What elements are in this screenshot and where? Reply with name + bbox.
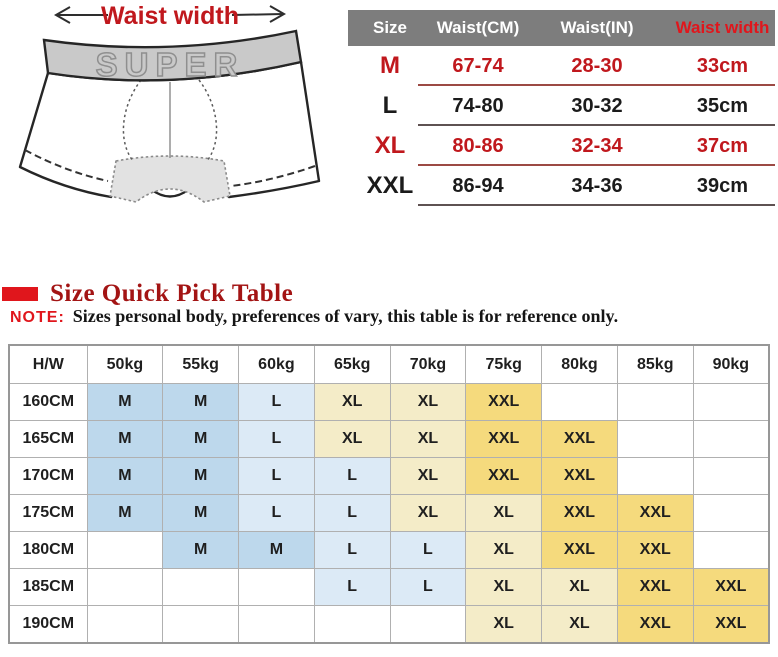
waist-in-cell: 28-30 [571, 54, 623, 77]
qp-table-row [9, 458, 769, 495]
size-cell: M [380, 52, 400, 79]
qp-col-header: 50kg [87, 345, 163, 384]
qp-size-cell [87, 569, 163, 606]
size-cell: L [382, 92, 398, 119]
qp-size-cell [617, 421, 693, 458]
qp-size-cell: XL [390, 458, 466, 495]
qp-size-cell: XL [542, 606, 618, 644]
qp-table-row [9, 532, 769, 569]
qp-row-header: 170CM [9, 458, 87, 495]
qp-size-cell: XL [314, 421, 390, 458]
qp-col-header: 65kg [314, 345, 390, 384]
qp-size-cell [693, 421, 769, 458]
qp-row-header: 190CM [9, 606, 87, 644]
size-table-body [348, 46, 775, 206]
qp-size-cell: M [163, 495, 239, 532]
qp-size-cell: M [163, 458, 239, 495]
qp-size-cell [239, 569, 315, 606]
qp-size-cell [390, 606, 466, 644]
qp-size-cell: M [163, 421, 239, 458]
qp-size-cell: L [390, 532, 466, 569]
size-cell: XXL [366, 172, 414, 199]
qp-size-cell: L [314, 532, 390, 569]
qp-size-cell: XXL [693, 569, 769, 606]
brand-label: SUPER [95, 46, 245, 83]
qp-row-header: 165CM [9, 421, 87, 458]
quick-pick-title: Size Quick Pick Table [50, 280, 294, 307]
size-col-header: Waist width [675, 18, 770, 37]
qp-size-cell: XXL [693, 606, 769, 644]
qp-row-header: 180CM [9, 532, 87, 569]
qp-size-cell: M [163, 532, 239, 569]
qp-col-header: 75kg [466, 345, 542, 384]
qp-size-cell: L [239, 458, 315, 495]
qp-size-cell: M [87, 458, 163, 495]
qp-row-header: 185CM [9, 569, 87, 606]
qp-size-cell: M [239, 532, 315, 569]
size-col-header: Waist(IN) [560, 18, 634, 37]
qp-col-header: 90kg [693, 345, 769, 384]
waist-width-cell: 35cm [696, 94, 749, 117]
qp-col-header: 60kg [239, 345, 315, 384]
qp-size-cell: M [87, 495, 163, 532]
qp-size-cell: L [314, 495, 390, 532]
size-table-row [348, 166, 775, 206]
qp-col-header: 70kg [390, 345, 466, 384]
qp-size-cell: XL [542, 569, 618, 606]
waist-width-arrow [56, 2, 284, 30]
row-underline [418, 204, 775, 206]
waist-cm-cell: 86-94 [452, 174, 504, 197]
qp-size-cell [693, 458, 769, 495]
qp-size-cell: XXL [542, 495, 618, 532]
qp-col-header: 85kg [617, 345, 693, 384]
qp-size-cell [693, 384, 769, 421]
waist-in-cell: 30-32 [571, 94, 623, 117]
qp-size-cell [617, 458, 693, 495]
qp-size-cell: XL [314, 384, 390, 421]
qp-size-cell: XXL [466, 421, 542, 458]
size-table [348, 10, 775, 206]
qp-size-cell [693, 495, 769, 532]
qp-row-header: 175CM [9, 495, 87, 532]
waist-width-cell: 39cm [696, 174, 749, 197]
qp-size-cell [87, 606, 163, 644]
qp-size-cell: XXL [542, 421, 618, 458]
qp-size-cell [163, 569, 239, 606]
waist-width-cell: 33cm [696, 54, 749, 77]
qp-table-row [9, 495, 769, 532]
size-cell: XL [374, 132, 406, 159]
qp-row-header: 160CM [9, 384, 87, 421]
waist-in-cell: 32-34 [571, 134, 623, 157]
boxer-illustration [0, 0, 340, 232]
qp-size-cell: XL [390, 495, 466, 532]
size-table-row [348, 126, 775, 166]
qp-size-cell: XL [466, 532, 542, 569]
qp-size-cell: XXL [617, 606, 693, 644]
quick-pick-table [8, 344, 770, 644]
waist-cm-cell: 80-86 [452, 134, 504, 157]
qp-size-cell: L [314, 569, 390, 606]
qp-size-cell: XXL [542, 458, 618, 495]
qp-size-cell: XXL [617, 495, 693, 532]
qp-size-cell: M [163, 384, 239, 421]
note [10, 306, 770, 327]
qp-size-cell: XL [390, 421, 466, 458]
waist-width-cell: 37cm [696, 134, 749, 157]
qp-size-cell [163, 606, 239, 644]
qp-size-cell: L [390, 569, 466, 606]
qp-col-header: 55kg [163, 345, 239, 384]
note-text: Sizes personal body, preferences of vary, this table is for reference only. [72, 306, 619, 326]
qp-size-cell: XL [466, 606, 542, 644]
size-col-header: Waist(CM) [436, 18, 520, 37]
qp-table-row [9, 384, 769, 421]
qp-size-cell: L [239, 421, 315, 458]
size-table-header-row [348, 10, 775, 46]
waist-in-cell: 34-36 [571, 174, 623, 197]
qp-size-cell [314, 606, 390, 644]
qp-size-cell [239, 606, 315, 644]
qp-size-cell [87, 532, 163, 569]
size-col-header: Size [372, 18, 408, 37]
qp-size-cell [617, 384, 693, 421]
qp-header-row [9, 345, 769, 384]
qp-table-row [9, 606, 769, 644]
qp-size-cell: XXL [542, 532, 618, 569]
qp-size-cell: L [239, 384, 315, 421]
qp-size-cell: XXL [617, 532, 693, 569]
qp-size-cell: M [87, 384, 163, 421]
qp-table-row [9, 569, 769, 606]
qp-size-cell: XXL [617, 569, 693, 606]
qp-size-cell: M [87, 421, 163, 458]
qp-size-cell: L [239, 495, 315, 532]
red-bar-icon [2, 287, 38, 301]
quick-pick-heading [2, 280, 293, 308]
qp-size-cell [693, 532, 769, 569]
qp-col-header: 80kg [542, 345, 618, 384]
qp-table-row [9, 421, 769, 458]
qp-size-cell: XL [466, 495, 542, 532]
waist-cm-cell: 67-74 [452, 54, 504, 77]
qp-size-cell: XL [466, 569, 542, 606]
size-table-row [348, 46, 775, 86]
waist-width-label: Waist width [101, 2, 239, 30]
qp-size-cell: XL [390, 384, 466, 421]
qp-size-cell [542, 384, 618, 421]
note-label: NOTE: [10, 309, 65, 326]
waist-cm-cell: 74-80 [452, 94, 504, 117]
qp-col-header: H/W [9, 345, 87, 384]
qp-size-cell: XXL [466, 384, 542, 421]
qp-size-cell: XXL [466, 458, 542, 495]
size-table-row [348, 86, 775, 126]
qp-size-cell: L [314, 458, 390, 495]
